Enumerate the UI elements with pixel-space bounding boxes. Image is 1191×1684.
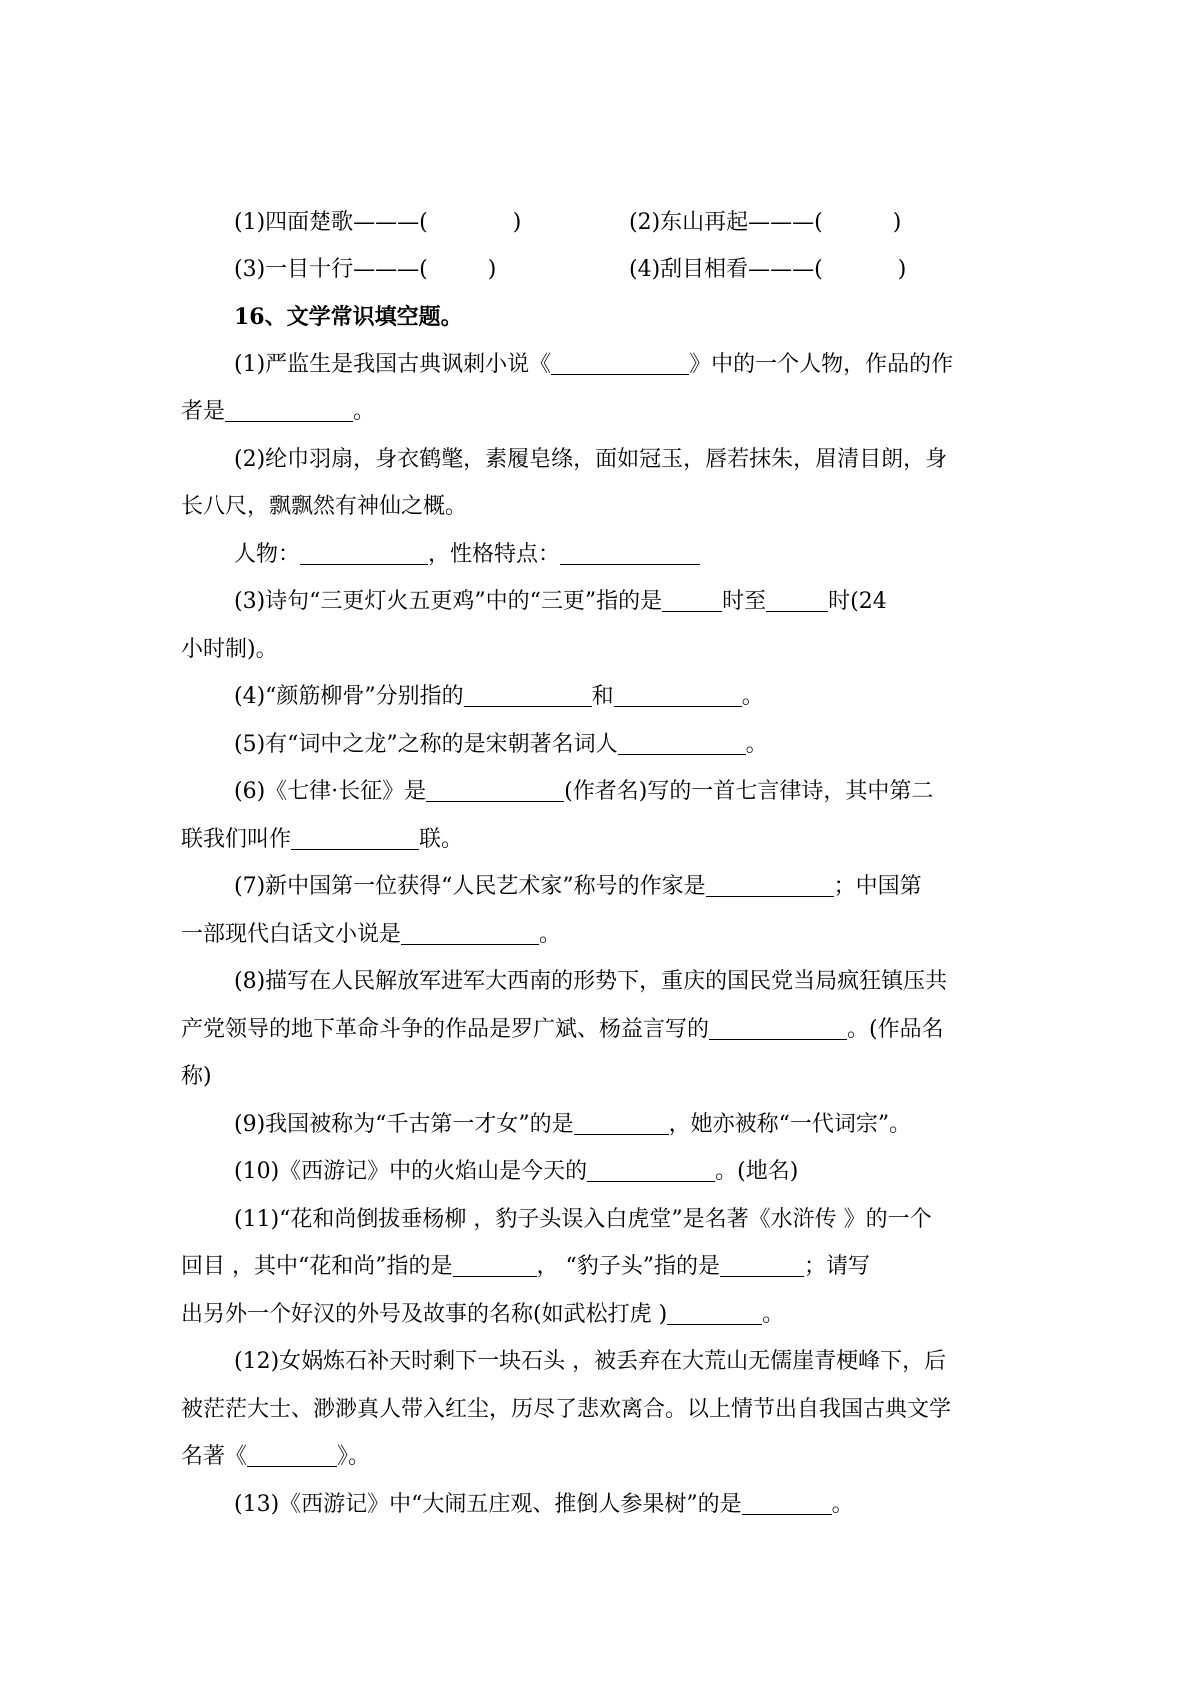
blank[interactable]: [766, 589, 828, 612]
idiom-2: (2)东山再起———( ): [629, 210, 902, 235]
blank[interactable]: [225, 399, 353, 422]
item-8-line-1: (8)描写在人民解放军进军大西南的形势下，重庆的国民党当局疯狂镇压共: [234, 969, 948, 994]
item-12-line-2: 被茫茫大士、渺渺真人带入红尘，历尽了悲欢离合。以上情节出自我国古典文学: [181, 1397, 952, 1422]
blank[interactable]: [662, 589, 722, 612]
item-12-line-3: 名著《 》。: [181, 1444, 371, 1469]
blank[interactable]: [247, 1444, 337, 1467]
blank[interactable]: [464, 684, 592, 707]
item-7-line-1: (7)新中国第一位获得“人民艺术家”称号的作家是 ；中国第: [234, 874, 922, 899]
item-8-line-3: 称): [181, 1064, 212, 1089]
blank[interactable]: [291, 827, 419, 850]
item-12-line-1: (12)女娲炼石补天时剩下一块石头 ，被丢弃在大荒山无儒崖青梗峰下，后: [234, 1349, 947, 1374]
blank[interactable]: [426, 779, 564, 802]
item-4: (4)“颜筋柳骨”分别指的 和 。: [234, 684, 764, 709]
blank[interactable]: [560, 542, 700, 565]
item-8-line-2: 产党领导的地下革命斗争的作品是罗广斌、杨益言写的 。(作品名: [181, 1017, 944, 1042]
item-6-line-2: 联我们叫作 联。: [181, 827, 464, 852]
question-16-title: 16、文学常识填空题。: [234, 304, 463, 330]
blank[interactable]: [618, 732, 746, 755]
item-7-line-2: 一部现代白话文小说是 。: [181, 922, 562, 947]
blank[interactable]: [587, 1159, 715, 1182]
blank[interactable]: [720, 1254, 804, 1277]
blank[interactable]: [574, 1112, 669, 1135]
blank[interactable]: [706, 874, 834, 897]
blank[interactable]: [709, 1017, 847, 1040]
item-13: (13)《西游记》中“大闹五庄观、推倒人参果树”的是 。: [234, 1492, 854, 1517]
item-2-line-1: (2)纶巾羽扇，身衣鹤氅，素履皂绦，面如冠玉，唇若抹朱，眉清目朗，身: [234, 447, 948, 472]
item-2-line-2: 长八尺，飘飘然有神仙之概。: [181, 494, 468, 519]
item-6-line-1: (6)《七律·长征》是 (作者名)写的一首七言律诗，其中第二: [234, 779, 934, 804]
item-1-line-1: (1)严监生是我国古典讽刺小说《 》中的一个人物，作品的作: [234, 352, 954, 377]
idiom-1: (1)四面楚歌———( ): [234, 210, 522, 235]
item-3-line-1: (3)诗句“三更灯火五更鸡”中的“三更”指的是 时至 时(24: [234, 589, 887, 614]
item-9: (9)我国被称为“千古第一才女”的是 ，她亦被称“一代词宗”。: [234, 1112, 912, 1137]
blank[interactable]: [742, 1492, 832, 1515]
blank[interactable]: [667, 1302, 762, 1325]
item-11-line-2: 回目 ，其中“花和尚”指的是 ， “豹子头”指的是 ；请写: [181, 1254, 871, 1279]
blank[interactable]: [551, 352, 689, 375]
blank[interactable]: [453, 1254, 537, 1277]
item-1-line-2: 者是 。: [181, 399, 376, 424]
blank[interactable]: [614, 684, 742, 707]
item-11-line-3: 出另外一个好汉的外号及故事的名称(如武松打虎 ) 。: [181, 1302, 785, 1327]
idiom-4: (4)刮目相看———( ): [629, 257, 907, 282]
item-11-line-1: (11)“花和尚倒拔垂杨柳 ，豹子头误入白虎堂”是名著《水浒传 》的一个: [234, 1207, 932, 1232]
blank[interactable]: [300, 542, 428, 565]
item-10: (10)《西游记》中的火焰山是今天的 。(地名): [234, 1159, 799, 1184]
item-3-line-2: 小时制)。: [181, 637, 278, 662]
idiom-3: (3)一目十行———( ): [234, 257, 497, 282]
item-5: (5)有“词中之龙”之称的是宋朝著名词人 。: [234, 732, 768, 757]
blank[interactable]: [401, 922, 539, 945]
item-2-line-3: 人物： ，性格特点：: [181, 540, 1084, 570]
